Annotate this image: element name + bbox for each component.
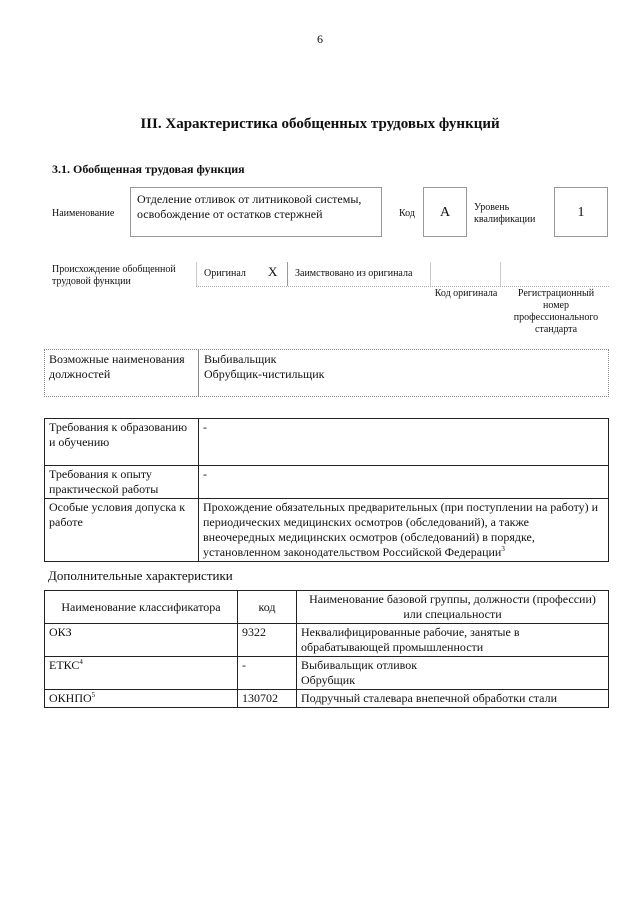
position-item: Обрубщик-чистильщик	[204, 367, 325, 381]
positions-label: Возможные наименования должностей	[49, 352, 185, 381]
table-row	[45, 499, 609, 562]
requirement-value: -	[199, 419, 609, 466]
additional-title: Дополнительные характеристики	[48, 568, 233, 583]
column-header: Наименование классификатора	[45, 591, 238, 624]
requirement-value: -	[199, 466, 609, 499]
classifier-desc: Выбивальщик отливок	[301, 658, 418, 672]
table-row	[45, 419, 609, 466]
table-row	[45, 657, 609, 690]
table-row	[45, 624, 609, 657]
classifier-desc: Обрубщик	[301, 673, 356, 687]
section-title: III. Характеристика обобщенных трудовых функций	[140, 116, 500, 132]
code-value: А	[423, 187, 467, 237]
requirements-table	[44, 418, 609, 562]
table-header-row	[45, 591, 609, 624]
classifier-name: ОКНПО	[49, 691, 92, 705]
code-label: Код	[399, 208, 415, 219]
page-number: 6	[317, 32, 323, 46]
positions-box	[44, 349, 609, 397]
classifier-code: 130702	[238, 690, 297, 708]
requirement-value: Прохождение обязательных предварительных (при поступлении на работу) и периодических медицинских осмотров (обследований), а также внеочередных медицинских осмотров (обследований) в порядке, установленном законодательством Российской Федерации	[203, 500, 599, 559]
level-value: 1	[554, 187, 608, 237]
position-item: Выбивальщик	[204, 352, 277, 366]
positions-divider	[198, 350, 199, 396]
table-row	[45, 690, 609, 708]
origin-label: Происхождение обобщенной трудовой функции	[52, 264, 176, 287]
footnote-ref: 3	[501, 545, 505, 553]
footnote-ref: 5	[91, 691, 96, 699]
requirement-label: Особые условия допуска к работе	[45, 499, 199, 562]
classifier-desc: Подручный сталевара внепечной обработки стали	[297, 690, 609, 708]
borrowed-label: Заимствовано из оригинала	[295, 268, 413, 279]
requirement-label: Требования к опыту практической работы	[45, 466, 199, 499]
origin-divider-1	[287, 262, 288, 286]
function-name-value: Отделение отливок от литниковой системы, освобождение от остатков стержней	[137, 192, 362, 221]
classifier-name-cell	[45, 657, 238, 690]
classifier-desc: Неквалифицированные рабочие, занятые в обрабатывающей промышленности	[297, 624, 609, 657]
classifier-desc-cell	[297, 657, 609, 690]
footnote-ref: 4	[79, 658, 83, 666]
column-header: Наименование базовой группы, должности (профессии) или специальности	[297, 591, 609, 624]
classifier-name: ЕТКС	[49, 658, 80, 672]
table-row	[45, 466, 609, 499]
column-header: код	[238, 591, 297, 624]
classifier-code: 9322	[238, 624, 297, 657]
original-mark: X	[268, 264, 278, 279]
classifier-name: ОКЗ	[45, 624, 238, 657]
classifier-name-cell	[45, 690, 238, 708]
original-label: Оригинал	[204, 268, 246, 279]
requirement-label: Требования к образованию и обучению	[45, 419, 199, 466]
function-name-label: Наименование	[52, 208, 115, 219]
level-label: Уровень квалификации	[474, 202, 536, 225]
reg-number-label: Регистрационный номер профессионального стандарта	[513, 288, 599, 335]
function-name-box	[130, 187, 382, 237]
code-original-label: Код оригинала	[434, 288, 498, 299]
origin-divider-2	[430, 262, 431, 286]
classifier-code: -	[238, 657, 297, 690]
classifiers-table	[44, 590, 609, 708]
subsection-title: 3.1. Обобщенная трудовая функция	[52, 162, 245, 176]
requirement-value-cell	[199, 499, 609, 562]
origin-divider-3	[500, 262, 501, 286]
